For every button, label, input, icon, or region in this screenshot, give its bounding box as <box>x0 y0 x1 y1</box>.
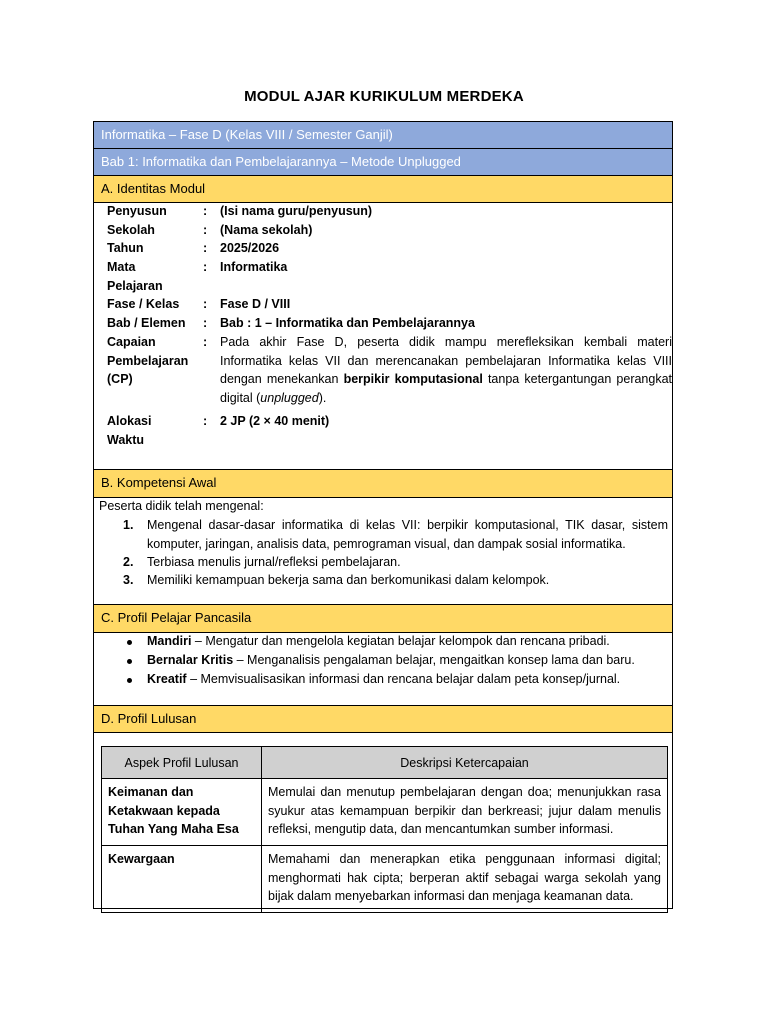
identitas-label: Bab / Elemen <box>107 316 186 330</box>
deskripsi-cell: Memulai dan menutup pembelajaran dengan doa; menunjukkan rasa syukur atas kemampuan berpikir dan berkreasi; jujur dalam menulis refleksi, mengutip data, dan mencantumkan sumber informasi. <box>262 779 668 846</box>
identitas-colon: : <box>203 414 208 428</box>
table-row <box>102 846 668 913</box>
bullet-icon <box>127 640 132 645</box>
column-header: Aspek Profil Lulusan <box>102 747 262 779</box>
list-item: Bernalar Kritis – Menganalisis pengalaman belajar, mengaitkan konsep lama dan baru. <box>147 653 635 667</box>
identitas-value: (Isi nama guru/penyusun) <box>220 204 373 218</box>
aspek-cell: Kewargaan <box>102 846 262 913</box>
identitas-colon: : <box>203 297 208 311</box>
module-frame <box>93 121 673 909</box>
identitas-label: Alokasi Waktu <box>107 414 152 447</box>
section-b-heading: B. Kompetensi Awal <box>94 470 672 497</box>
identitas-colon: : <box>203 260 208 274</box>
list-number: 3. <box>123 573 134 587</box>
list-item: Mandiri – Mengatur dan mengelola kegiatan belajar kelompok dan rencana pribadi. <box>147 634 610 648</box>
identitas-label: Mata Pelajaran <box>107 260 163 293</box>
list-number: 2. <box>123 555 134 569</box>
identitas-colon: : <box>203 241 208 255</box>
section-a-heading: A. Identitas Modul <box>94 176 672 202</box>
identitas-label: Fase / Kelas <box>107 297 180 311</box>
chapter-band: Bab 1: Informatika dan Pembelajarannya – Metode Unplugged <box>94 149 672 175</box>
identitas-value: Informatika <box>220 260 288 274</box>
identitas-value: Bab : 1 – Informatika dan Pembelajarannya <box>220 316 475 330</box>
identitas-label: Tahun <box>107 241 144 255</box>
list-number: 1. <box>123 518 134 532</box>
identitas-value: Fase D / VIII <box>220 297 291 311</box>
identitas-colon: : <box>203 316 208 330</box>
identitas-value: (Nama sekolah) <box>220 223 313 237</box>
section-c-heading: C. Profil Pelajar Pancasila <box>94 605 672 632</box>
bullet-icon <box>127 678 132 683</box>
subject-band: Informatika – Fase D (Kelas VIII / Semester Ganjil) <box>94 122 672 149</box>
page-title: MODUL AJAR KURIKULUM MERDEKA <box>244 88 524 105</box>
identitas-label: Capaian Pembelajaran (CP) <box>107 335 189 386</box>
kompetensi-intro: Peserta didik telah mengenal: <box>99 499 264 513</box>
identitas-colon: : <box>203 223 208 237</box>
identitas-value: 2025/2026 <box>220 241 280 255</box>
section-d-heading: D. Profil Lulusan <box>94 706 672 732</box>
identitas-value: 2 JP (2 × 40 menit) <box>220 414 330 428</box>
identitas-label: Penyusun <box>107 204 167 218</box>
list-item: Mengenal dasar-dasar informatika di kelas VII: berpikir komputasional, TIK dasar, sistem komputer, jaringan, analisis data, pemrograman visual, dan dampak sosial informatika. <box>147 518 668 551</box>
profil-lulusan-table <box>101 746 668 913</box>
column-header: Deskripsi Ketercapaian <box>262 747 668 779</box>
identitas-colon: : <box>203 335 208 349</box>
table-row <box>102 779 668 846</box>
identitas-colon: : <box>203 204 208 218</box>
list-item: Memiliki kemampuan bekerja sama dan berkomunikasi dalam kelompok. <box>147 573 550 587</box>
identitas-label: Sekolah <box>107 223 155 237</box>
deskripsi-cell: Memahami dan menerapkan etika penggunaan informasi digital; menghormati hak cipta; berperan aktif sebagai warga sekolah yang bijak dalam menyebarkan informasi dan menjaga keamanan data. <box>262 846 668 913</box>
list-item: Kreatif – Memvisualisasikan informasi dan rencana belajar dalam peta konsep/jurnal. <box>147 672 621 686</box>
capaian-pembelajaran-text: Pada akhir Fase D, peserta didik mampu merefleksikan kembali materi Informatika kelas VII dan merencanakan pembelajaran Informatika kelas VIII dengan menekankan berpikir komputasional tanpa ketergantungan perangkat digital (unplugged). <box>220 335 673 405</box>
bullet-icon <box>127 659 132 664</box>
list-item: Terbiasa menulis jurnal/refleksi pembelajaran. <box>147 555 401 569</box>
aspek-cell: Keimanan dan Ketakwaan kepada Tuhan Yang Maha Esa <box>102 779 262 846</box>
table-header-row <box>102 747 668 779</box>
